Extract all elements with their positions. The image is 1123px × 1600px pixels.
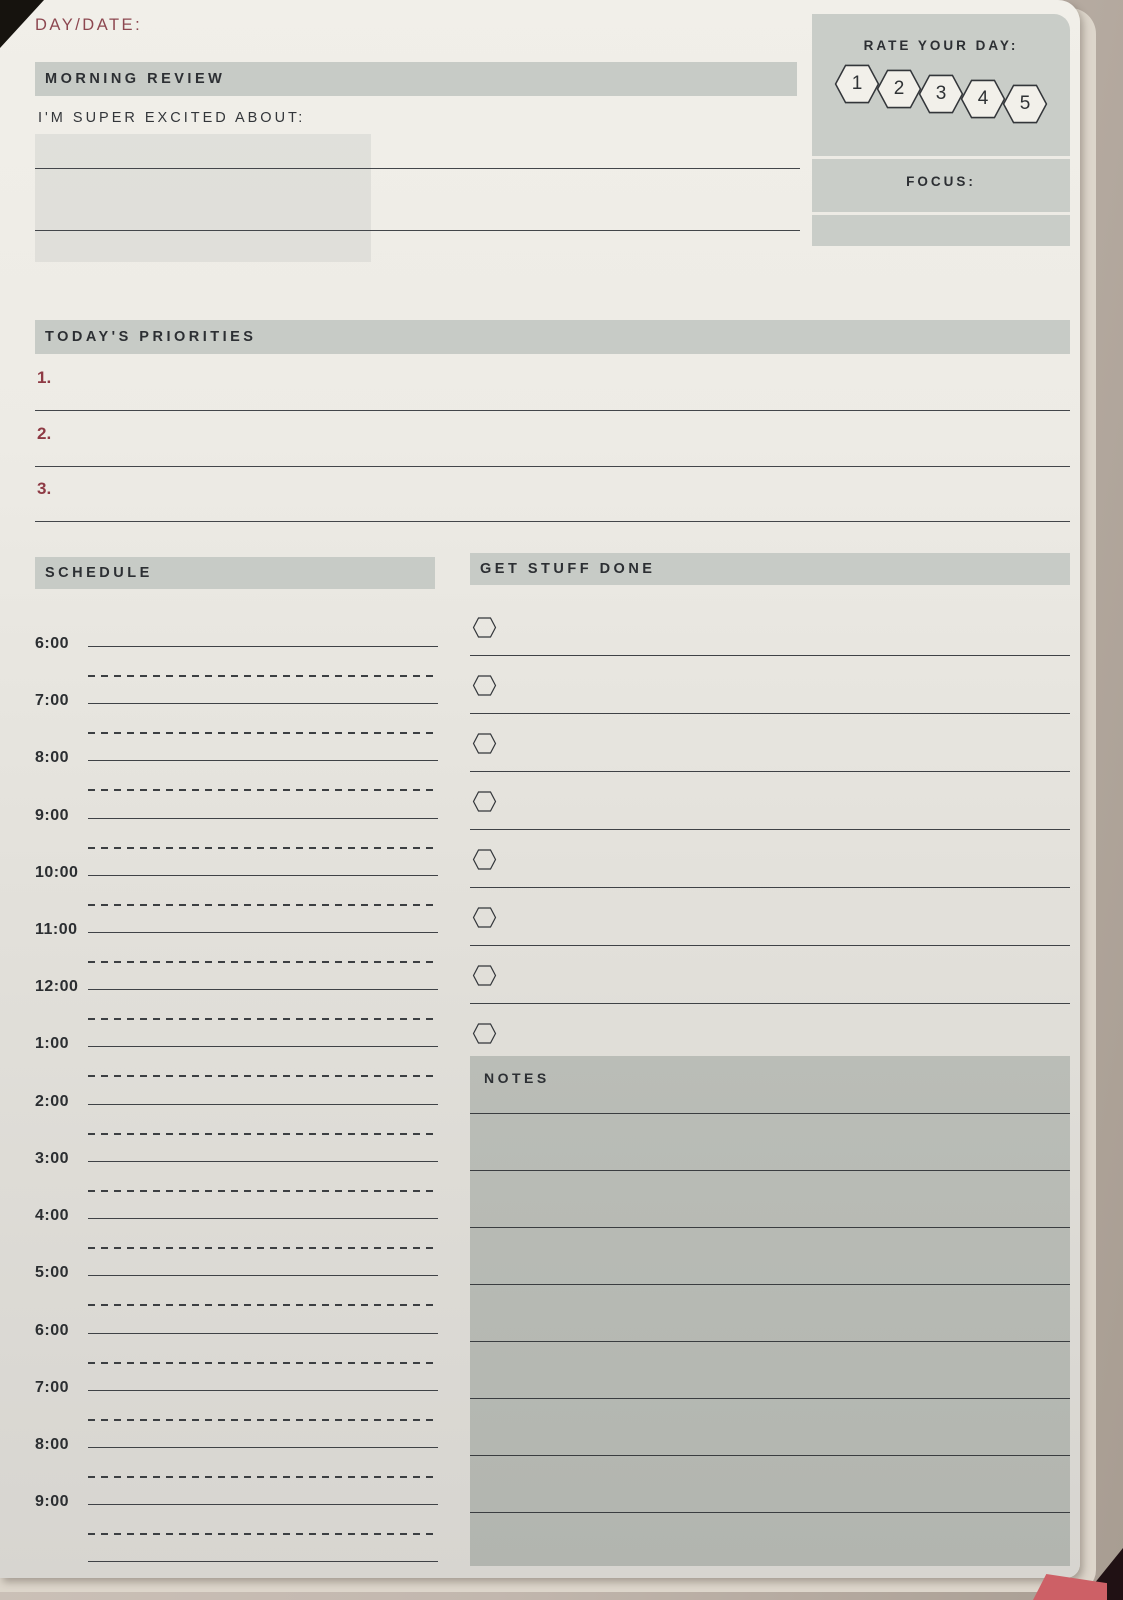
schedule-time-label: 5:00 (35, 1264, 70, 1281)
hour-line[interactable] (88, 703, 438, 704)
schedule-time-label: 4:00 (35, 1207, 70, 1224)
hour-line[interactable] (88, 1390, 438, 1391)
focus-divider (812, 156, 1070, 159)
schedule-row (35, 1207, 438, 1275)
notes-title: NOTES (484, 1070, 550, 1086)
schedule-row (35, 978, 438, 1046)
half-hour-line[interactable] (88, 675, 438, 677)
get-stuff-done-band (470, 553, 1070, 585)
half-hour-line[interactable] (88, 961, 438, 963)
task-line[interactable] (470, 829, 1070, 830)
half-hour-line[interactable] (88, 732, 438, 734)
half-hour-line[interactable] (88, 847, 438, 849)
schedule-row (35, 1150, 438, 1218)
schedule-time-label: 11:00 (35, 921, 78, 938)
half-hour-line[interactable] (88, 1018, 438, 1020)
rating-hexagon-5[interactable] (1002, 84, 1048, 124)
task-row (470, 849, 1070, 907)
schedule-time-label: 7:00 (35, 692, 70, 709)
schedule-time-label: 12:00 (35, 978, 79, 995)
notes-box (470, 1056, 1070, 1566)
rating-hexagon-3[interactable] (918, 74, 964, 114)
hour-line[interactable] (88, 1161, 438, 1162)
priority-line[interactable] (35, 521, 1070, 522)
rating-hexagon-4[interactable] (960, 79, 1006, 119)
task-row (470, 791, 1070, 849)
checkbox-hexagon-icon[interactable] (472, 1023, 497, 1044)
rating-hexagon-row (812, 64, 1070, 124)
checkbox-hexagon-icon[interactable] (472, 617, 497, 638)
rating-value: 3 (935, 83, 947, 104)
focus-label: FOCUS: (906, 174, 976, 189)
notes-line[interactable] (470, 1455, 1070, 1456)
checkbox-hexagon-icon[interactable] (472, 849, 497, 870)
half-hour-line[interactable] (88, 1133, 438, 1135)
get-stuff-done-title: GET STUFF DONE (480, 561, 656, 577)
notes-line[interactable] (470, 1170, 1070, 1171)
schedule-extra-line[interactable] (88, 1561, 438, 1562)
rating-value: 5 (1019, 93, 1031, 114)
morning-writing-line[interactable] (35, 230, 800, 231)
half-hour-line[interactable] (88, 1304, 438, 1306)
hour-line[interactable] (88, 932, 438, 933)
task-line[interactable] (470, 1003, 1070, 1004)
task-line[interactable] (470, 945, 1070, 946)
hour-line[interactable] (88, 1046, 438, 1047)
task-row (470, 617, 1070, 675)
schedule-row (35, 1035, 438, 1103)
rate-your-day-box (812, 14, 1070, 246)
schedule-time-label: 2:00 (35, 1093, 70, 1110)
notes-line[interactable] (470, 1341, 1070, 1342)
task-row (470, 733, 1070, 791)
schedule-row (35, 921, 438, 989)
schedule-row (35, 1379, 438, 1447)
schedule-row (35, 1436, 438, 1504)
schedule-row (35, 635, 438, 703)
task-row (470, 965, 1070, 1023)
schedule-time-label: 3:00 (35, 1150, 70, 1167)
rating-value: 1 (851, 73, 863, 94)
rating-hexagon-1[interactable] (834, 64, 880, 104)
task-line[interactable] (470, 713, 1070, 714)
morning-highlight-block (35, 134, 371, 262)
half-hour-line[interactable] (88, 1419, 438, 1421)
hour-line[interactable] (88, 1218, 438, 1219)
half-hour-line[interactable] (88, 789, 438, 791)
notes-line[interactable] (470, 1227, 1070, 1228)
schedule-band (35, 557, 435, 589)
schedule-title: SCHEDULE (45, 565, 153, 581)
schedule-row (35, 1093, 438, 1161)
checkbox-hexagon-icon[interactable] (472, 675, 497, 696)
day-date-label: DAY/DATE: (35, 16, 143, 34)
hour-line[interactable] (88, 760, 438, 761)
schedule-row (35, 1493, 438, 1561)
schedule-time-label: 7:00 (35, 1379, 70, 1396)
priority-number: 1. (37, 368, 52, 387)
schedule-time-label: 8:00 (35, 1436, 70, 1453)
priority-line[interactable] (35, 466, 1070, 467)
checkbox-hexagon-icon[interactable] (472, 965, 497, 986)
notes-line[interactable] (470, 1284, 1070, 1285)
schedule-time-label: 8:00 (35, 749, 70, 766)
schedule-row (35, 864, 438, 932)
schedule-row (35, 692, 438, 760)
notes-line[interactable] (470, 1512, 1070, 1513)
task-row (470, 675, 1070, 733)
hour-line[interactable] (88, 646, 438, 647)
priority-line[interactable] (35, 410, 1070, 411)
schedule-time-label: 10:00 (35, 864, 79, 881)
half-hour-line[interactable] (88, 1476, 438, 1478)
checkbox-hexagon-icon[interactable] (472, 791, 497, 812)
schedule-row (35, 1264, 438, 1332)
hour-line[interactable] (88, 875, 438, 876)
rating-value: 2 (893, 78, 905, 99)
hour-line[interactable] (88, 1275, 438, 1276)
schedule-time-label: 9:00 (35, 1493, 70, 1510)
task-line[interactable] (470, 655, 1070, 656)
hour-line[interactable] (88, 1447, 438, 1448)
schedule-row (35, 749, 438, 817)
excited-about-prompt: I'M SUPER EXCITED ABOUT: (38, 110, 306, 126)
schedule-time-label: 9:00 (35, 807, 70, 824)
schedule-time-label: 1:00 (35, 1035, 70, 1052)
task-line[interactable] (470, 771, 1070, 772)
rate-your-day-title: RATE YOUR DAY: (863, 38, 1019, 53)
half-hour-line[interactable] (88, 1362, 438, 1364)
morning-writing-line[interactable] (35, 168, 800, 169)
priority-number: 2. (37, 424, 52, 443)
hour-line[interactable] (88, 818, 438, 819)
focus-divider (812, 212, 1070, 215)
task-line[interactable] (470, 887, 1070, 888)
checkbox-hexagon-icon[interactable] (472, 733, 497, 754)
schedule-time-label: 6:00 (35, 1322, 70, 1339)
task-row (470, 907, 1070, 965)
hour-line[interactable] (88, 989, 438, 990)
rating-hexagon-2[interactable] (876, 69, 922, 109)
rating-value: 4 (977, 88, 989, 109)
hour-line[interactable] (88, 1504, 438, 1505)
morning-review-band (35, 62, 797, 96)
schedule-time-label: 6:00 (35, 635, 70, 652)
half-hour-line[interactable] (88, 1190, 438, 1192)
half-hour-line[interactable] (88, 1075, 438, 1077)
priorities-band (35, 320, 1070, 354)
checkbox-hexagon-icon[interactable] (472, 907, 497, 928)
schedule-row (35, 807, 438, 875)
half-hour-line[interactable] (88, 1533, 438, 1535)
half-hour-line[interactable] (88, 904, 438, 906)
priority-number: 3. (37, 479, 52, 498)
morning-review-title: MORNING REVIEW (45, 71, 226, 87)
notes-line[interactable] (470, 1398, 1070, 1399)
hour-line[interactable] (88, 1104, 438, 1105)
schedule-row (35, 1322, 438, 1390)
priorities-title: TODAY'S PRIORITIES (45, 329, 257, 345)
hour-line[interactable] (88, 1333, 438, 1334)
half-hour-line[interactable] (88, 1247, 438, 1249)
notes-line[interactable] (470, 1113, 1070, 1114)
